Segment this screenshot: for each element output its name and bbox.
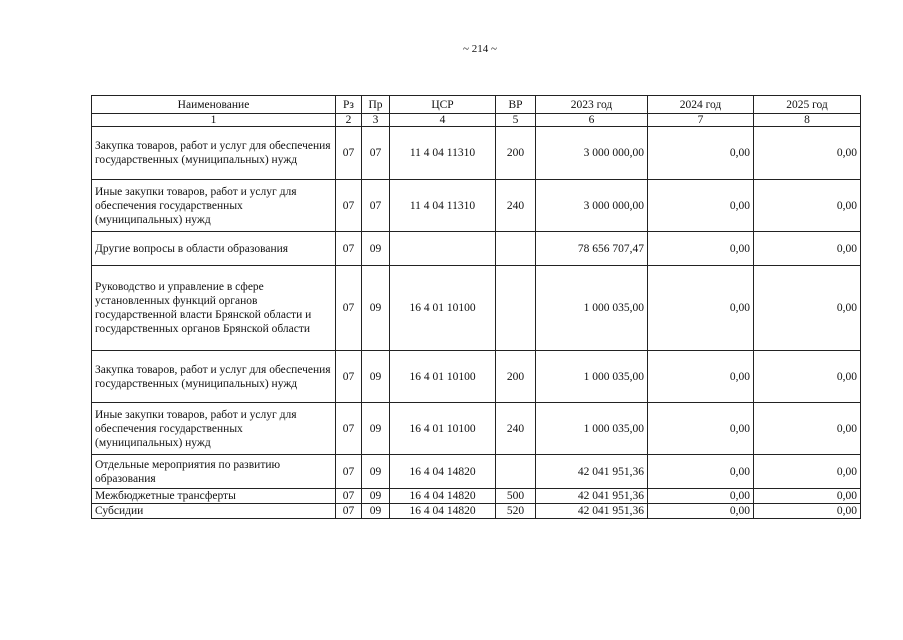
row-name: Отдельные мероприятия по развитию образования (92, 455, 336, 489)
row-pr: 07 (362, 127, 390, 180)
header-2024: 2024 год (648, 96, 754, 114)
row-rz: 07 (336, 351, 362, 403)
row-pr: 09 (362, 403, 390, 455)
row-name: Другие вопросы в области образования (92, 232, 336, 266)
header-csr: ЦСР (390, 96, 496, 114)
row-2024: 0,00 (648, 403, 754, 455)
row-csr: 16 4 04 14820 (390, 455, 496, 489)
table-row (92, 403, 861, 455)
row-2025: 0,00 (754, 504, 861, 519)
column-number-row (92, 114, 861, 127)
row-rz: 07 (336, 455, 362, 489)
header-2023: 2023 год (536, 96, 648, 114)
row-2023: 42 041 951,36 (536, 455, 648, 489)
table-row (92, 180, 861, 232)
row-2024: 0,00 (648, 489, 754, 504)
row-rz: 07 (336, 127, 362, 180)
row-pr: 09 (362, 504, 390, 519)
row-name: Иные закупки товаров, работ и услуг для обеспечения государственных (муниципальных) нужд (92, 180, 336, 232)
row-vr (496, 232, 536, 266)
row-pr: 09 (362, 351, 390, 403)
row-csr: 16 4 04 14820 (390, 504, 496, 519)
row-name: Руководство и управление в сфере установленных функций органов государственной власти Брянской области и государственных органов Брянской области (92, 266, 336, 351)
row-vr (496, 455, 536, 489)
row-2024: 0,00 (648, 127, 754, 180)
table-row (92, 127, 861, 180)
row-csr (390, 232, 496, 266)
row-2025: 0,00 (754, 266, 861, 351)
row-name: Закупка товаров, работ и услуг для обеспечения государственных (муниципальных) нужд (92, 127, 336, 180)
row-2025: 0,00 (754, 232, 861, 266)
row-csr: 16 4 04 14820 (390, 489, 496, 504)
row-2025: 0,00 (754, 127, 861, 180)
table-row (92, 455, 861, 489)
row-2023: 1 000 035,00 (536, 266, 648, 351)
row-pr: 09 (362, 266, 390, 351)
row-2024: 0,00 (648, 266, 754, 351)
row-vr: 500 (496, 489, 536, 504)
row-2025: 0,00 (754, 403, 861, 455)
header-pr: Пр (362, 96, 390, 114)
row-pr: 09 (362, 232, 390, 266)
table-row (92, 351, 861, 403)
row-csr: 16 4 01 10100 (390, 266, 496, 351)
page-number: ~ 214 ~ (463, 43, 497, 55)
row-csr: 11 4 04 11310 (390, 127, 496, 180)
header-vr: ВР (496, 96, 536, 114)
row-2025: 0,00 (754, 455, 861, 489)
row-rz: 07 (336, 266, 362, 351)
table-row (92, 489, 861, 504)
row-pr: 09 (362, 489, 390, 504)
row-pr: 09 (362, 455, 390, 489)
row-name: Межбюджетные трансферты (92, 489, 336, 504)
row-2023: 78 656 707,47 (536, 232, 648, 266)
row-2023: 1 000 035,00 (536, 351, 648, 403)
column-number: 8 (754, 114, 861, 127)
row-2025: 0,00 (754, 489, 861, 504)
table-row (92, 232, 861, 266)
row-2024: 0,00 (648, 504, 754, 519)
row-vr: 240 (496, 180, 536, 232)
header-rz: Рз (336, 96, 362, 114)
row-vr: 520 (496, 504, 536, 519)
row-vr: 200 (496, 351, 536, 403)
row-rz: 07 (336, 403, 362, 455)
row-pr: 07 (362, 180, 390, 232)
row-2025: 0,00 (754, 180, 861, 232)
column-number: 4 (390, 114, 496, 127)
row-csr: 16 4 01 10100 (390, 403, 496, 455)
header-2025: 2025 год (754, 96, 861, 114)
row-2024: 0,00 (648, 455, 754, 489)
row-rz: 07 (336, 180, 362, 232)
column-number: 2 (336, 114, 362, 127)
column-number: 1 (92, 114, 336, 127)
column-number: 6 (536, 114, 648, 127)
table-row (92, 504, 861, 519)
header-row (92, 96, 861, 114)
row-rz: 07 (336, 232, 362, 266)
row-name: Закупка товаров, работ и услуг для обеспечения государственных (муниципальных) нужд (92, 351, 336, 403)
row-2024: 0,00 (648, 351, 754, 403)
row-csr: 16 4 01 10100 (390, 351, 496, 403)
budget-table (91, 95, 861, 519)
table-row (92, 266, 861, 351)
row-rz: 07 (336, 504, 362, 519)
row-2024: 0,00 (648, 232, 754, 266)
row-rz: 07 (336, 489, 362, 504)
row-2023: 42 041 951,36 (536, 489, 648, 504)
column-number: 7 (648, 114, 754, 127)
row-2023: 42 041 951,36 (536, 504, 648, 519)
row-name: Иные закупки товаров, работ и услуг для обеспечения государственных (муниципальных) нужд (92, 403, 336, 455)
row-2023: 3 000 000,00 (536, 180, 648, 232)
row-2025: 0,00 (754, 351, 861, 403)
row-vr (496, 266, 536, 351)
column-number: 5 (496, 114, 536, 127)
row-name: Субсидии (92, 504, 336, 519)
row-csr: 11 4 04 11310 (390, 180, 496, 232)
row-2023: 1 000 035,00 (536, 403, 648, 455)
row-vr: 240 (496, 403, 536, 455)
column-number: 3 (362, 114, 390, 127)
header-name: Наименование (92, 96, 336, 114)
row-2024: 0,00 (648, 180, 754, 232)
row-2023: 3 000 000,00 (536, 127, 648, 180)
row-vr: 200 (496, 127, 536, 180)
